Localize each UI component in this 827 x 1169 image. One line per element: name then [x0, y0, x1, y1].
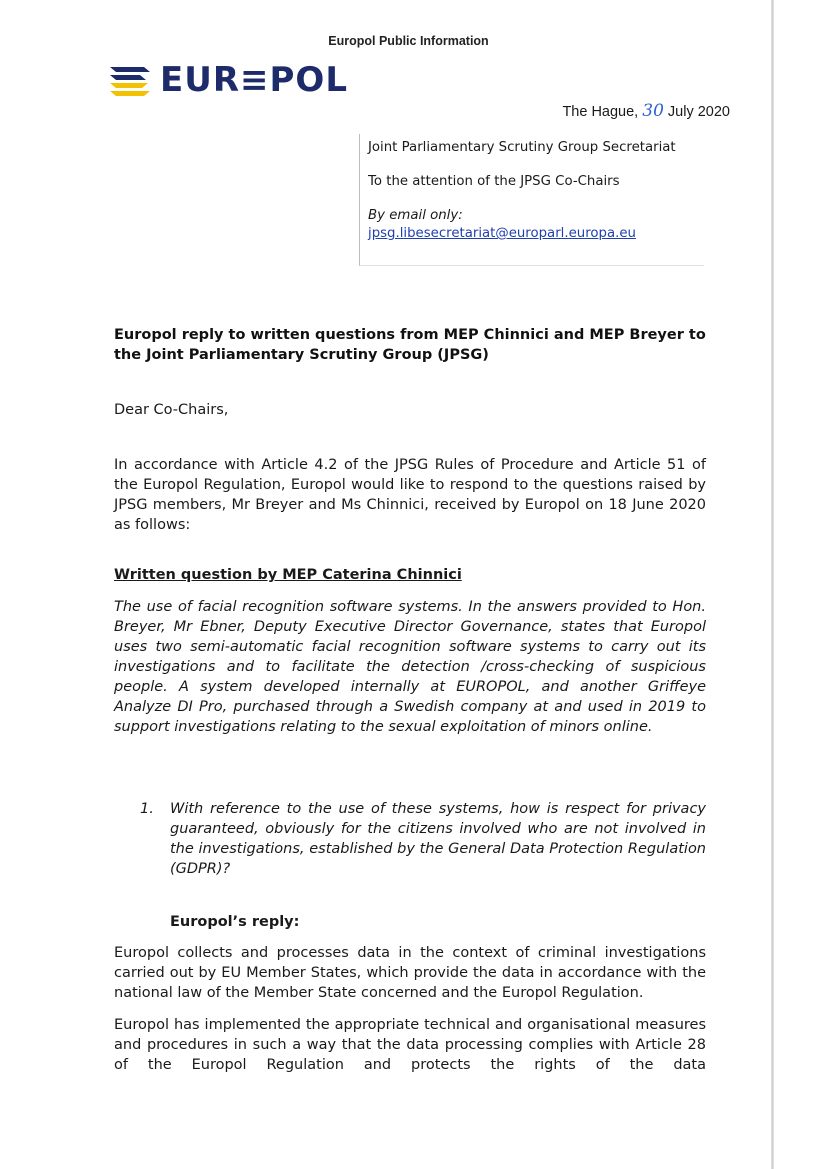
- question-heading: Written question by MEP Caterina Chinnici: [114, 567, 462, 583]
- addressee-email-link[interactable]: jpsg.libesecretariat@europarl.europa.eu: [368, 226, 636, 241]
- date-suffix: July 2020: [667, 104, 730, 120]
- question-text: With reference to the use of these systems, how is respect for privacy guaranteed, obviously for the citizens involved who are not involved in the investigations, established by the General Data Protection Regulation (GDPR)?: [170, 801, 706, 877]
- addressee-line-1: Joint Parliamentary Scrutiny Group Secretariat: [368, 140, 676, 155]
- addressee-block: [359, 134, 704, 266]
- intro-paragraph: In accordance with Article 4.2 of the JPSG Rules of Procedure and Article 51 of the Europol Regulation, Europol would like to respond to the questions raised by JPSG members, Mr Breyer and Ms Chinnici, received by Europol on 18 June 2020 as follows:: [114, 457, 706, 533]
- date-line: [540, 101, 730, 121]
- salutation: Dear Co-Chairs,: [114, 402, 229, 418]
- addressee-line-2: To the attention of the JPSG Co-Chairs: [368, 174, 620, 189]
- date-prefix: The Hague,: [562, 104, 639, 120]
- addressee-line-3: By email only:: [368, 208, 463, 223]
- europol-emblem-icon: [110, 64, 154, 96]
- reply-paragraph-2: Europol has implemented the appropriate technical and organisational measures and procedures in such a way that the data processing complies with Article 28 of the Europol Regulation and protects the rights of the data: [114, 1017, 706, 1073]
- question-context: The use of facial recognition software systems. In the answers provided to Hon. Breyer, Mr Ebner, Deputy Executive Director Governance, states that Europol uses two semi-automatic facial recognition software systems to carry out its investigations and to facilitate the detection /cross-checking of suspicious people. A system developed internally at EUROPOL, and another Griffeye Analyze DI Pro, purchased through a Swedish company at and used in 2019 to support investigations relating to the sexual exploitation of minors online.: [114, 599, 706, 735]
- scan-edge: [771, 0, 774, 1169]
- reply-paragraph-1: Europol collects and processes data in the context of criminal investigations carried out by EU Member States, which provide the data in accordance with the national law of the Member State concerned and the Europol Regulation.: [114, 945, 706, 1001]
- document-title: Europol reply to written questions from MEP Chinnici and MEP Breyer to the Joint Parliamentary Scrutiny Group (JPSG): [114, 327, 706, 363]
- europol-logo: [110, 60, 348, 100]
- handwritten-day: 30: [642, 101, 664, 121]
- logo-wordmark: EUR≡POL: [160, 60, 348, 100]
- question-number: 1.: [140, 801, 154, 817]
- classification-label: Europol Public Information: [328, 34, 489, 48]
- reply-heading: Europol’s reply:: [170, 914, 300, 930]
